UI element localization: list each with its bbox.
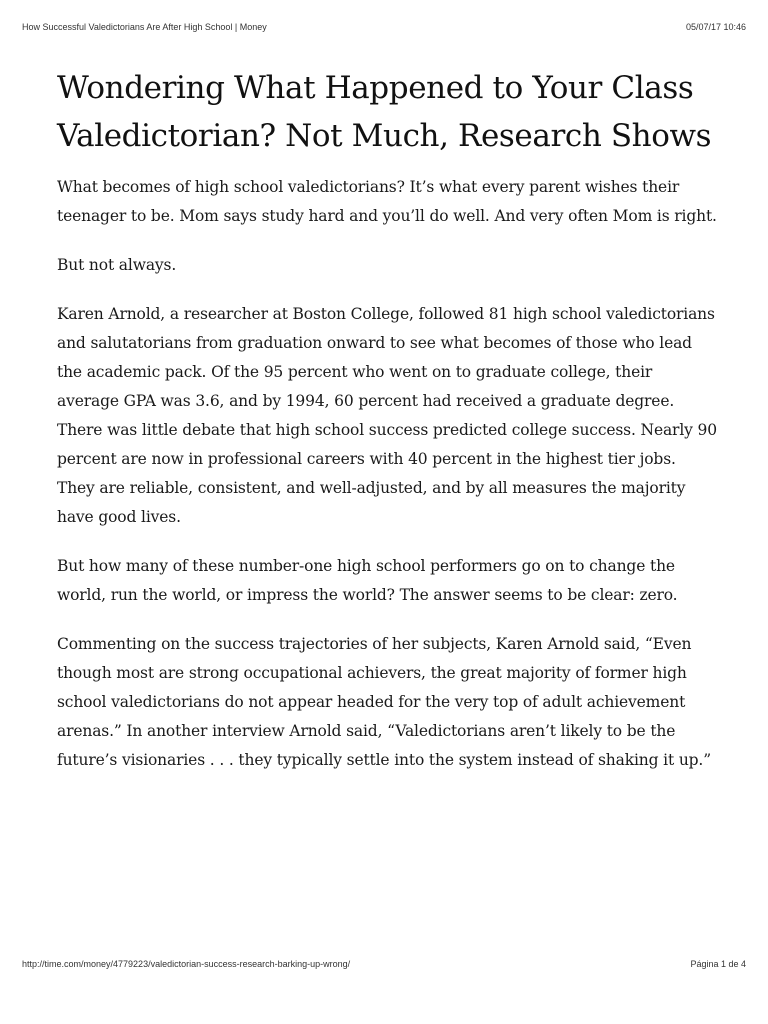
page-title: How Successful Valedictorians Are After High School | Money	[22, 22, 267, 32]
paragraph: Karen Arnold, a researcher at Boston College, followed 81 high school valedictorians and salutatorians from graduation onward to see what becomes of those who lead the academic pack. Of the 95 percent who went on to graduate college, their average GPA was 3.6, and by 1994, 60 percent had received a graduate degree. There was little debate that high school success predicted college success. Nearly 90 percent are now in professional careers with 40 percent in the highest tier jobs. They are reliable, consistent, and well-adjusted, and by all measures the majority have good lives.	[57, 305, 717, 526]
article	[57, 64, 717, 775]
paragraph: What becomes of high school valedictorians? It’s what every parent wishes their teenager to be. Mom says study hard and you’ll do well. And very often Mom is right.	[57, 178, 717, 225]
page-number: Página 1 de 4	[690, 959, 746, 969]
print-header	[22, 22, 746, 32]
article-body	[57, 173, 717, 775]
paragraph: But not always.	[57, 256, 177, 274]
paragraph: But how many of these number-one high school performers go on to change the world, run the world, or impress the world? The answer seems to be clear: zero.	[57, 557, 678, 604]
print-datetime: 05/07/17 10:46	[685, 22, 746, 32]
source-url[interactable]: http://time.com/money/4779223/valedictorian-success-research-barking-up-wrong/	[22, 959, 351, 969]
print-footer	[22, 959, 746, 969]
article-headline: Wondering What Happened to Your Class Valedictorian? Not Much, Research Shows	[57, 70, 712, 154]
paragraph: Commenting on the success trajectories of her subjects, Karen Arnold said, “Even though most are strong occupational achievers, the great majority of former high school valedictorians do not appear headed for the very top of adult achievement arenas.” In another interview Arnold said, “Valedictorians aren’t likely to be the future’s visionaries . . . they typically settle into the system instead of shaking it up.”	[57, 635, 711, 769]
